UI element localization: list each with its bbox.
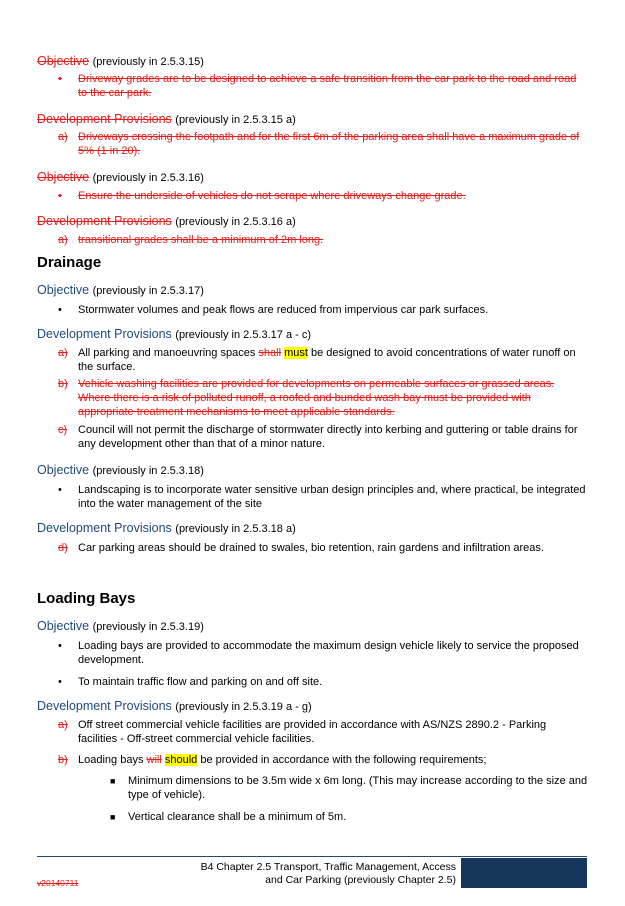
heading-reference: (previously in 2.5.3.17 a - c) (175, 329, 312, 341)
objective-heading (37, 54, 204, 68)
heading-title: Objective (37, 54, 90, 68)
list-item-text: Council will not permit the discharge of stormwater directly into kerbing and guttering or table drains for any development other than that of a minor nature. (78, 424, 578, 450)
bullet-marker: • (58, 484, 62, 496)
heading-title: Objective (37, 170, 90, 184)
heading-title: Objective (37, 283, 90, 297)
section-title-loading-bays: Loading Bays (37, 590, 136, 607)
list-item-text (78, 346, 588, 374)
bullet-marker: • (58, 304, 62, 316)
list-item-text: Vertical clearance shall be a minimum of 5m. (128, 811, 347, 823)
bullet-marker: • (58, 73, 62, 85)
heading-reference: (previously in 2.5.3.18) (92, 465, 204, 477)
footer-color-block (461, 858, 587, 888)
square-bullet-marker: ■ (110, 812, 116, 822)
objective-heading (37, 170, 204, 184)
objective-heading (37, 619, 204, 633)
heading-title: Development Provisions (37, 214, 172, 228)
development-provisions-heading (37, 112, 296, 126)
heading-title: Development Provisions (37, 521, 172, 535)
heading-reference: (previously in 2.5.3.16) (92, 172, 204, 184)
heading-title: Objective (37, 619, 90, 633)
heading-reference: (previously in 2.5.3.18 a) (175, 523, 296, 535)
list-marker: d) (58, 542, 68, 554)
list-marker: a) (58, 234, 68, 246)
bullet-marker: • (58, 676, 62, 688)
heading-reference: (previously in 2.5.3.15) (92, 56, 204, 68)
list-marker: b) (58, 378, 68, 390)
development-provisions-heading (37, 521, 296, 535)
development-provisions-heading (37, 699, 312, 713)
list-marker: a) (58, 131, 68, 143)
heading-title: Development Provisions (37, 112, 172, 126)
heading-title: Objective (37, 463, 90, 477)
heading-reference: (previously in 2.5.3.19) (92, 621, 204, 633)
development-provisions-heading (37, 327, 311, 341)
highlighted-word: should (164, 754, 198, 766)
list-marker: b) (58, 754, 68, 766)
highlighted-word: must (284, 347, 308, 359)
heading-reference: (previously in 2.5.3.17) (92, 285, 204, 297)
list-item-text: Car parking areas should be drained to swales, bio retention, rain gardens and infiltration areas. (78, 542, 544, 554)
footer-line-2: and Car Parking (previously Chapter 2.5) (265, 874, 456, 886)
text-segment: be designed to avoid concentrations of water runoff on the surface. (78, 347, 576, 373)
list-item-text: To maintain traffic flow and parking on and off site. (78, 676, 323, 688)
heading-title: Development Provisions (37, 327, 172, 341)
heading-reference: (previously in 2.5.3.16 a) (175, 216, 296, 228)
development-provisions-heading (37, 214, 296, 228)
heading-reference: (previously in 2.5.3.19 a - g) (175, 701, 312, 713)
square-bullet-marker: ■ (110, 776, 116, 786)
list-marker: c) (58, 424, 68, 436)
text-segment: All parking and manoeuvring spaces (78, 347, 259, 359)
list-item-text: Ensure the underside of vehicles do not scrape where driveways change grade. (78, 190, 466, 202)
list-item-text: Landscaping is to incorporate water sensitive urban design principles and, where practical, be integrated into the water management of the site (78, 484, 586, 510)
struck-word: shall (258, 347, 282, 359)
section-title-drainage: Drainage (37, 254, 102, 271)
list-item-text: transitional grades shall be a minimum of 2m long. (78, 234, 324, 246)
list-item-text: Driveway grades are to be designed to achieve a safe transition from the car park to the road and road to the car park. (78, 73, 577, 99)
list-item-text: Minimum dimensions to be 3.5m wide x 6m long. (This may increase according to the size and type of vehicle). (128, 775, 588, 801)
bullet-marker: • (58, 190, 62, 202)
struck-word: will (146, 754, 162, 766)
heading-title: Development Provisions (37, 699, 172, 713)
bullet-marker: • (58, 640, 62, 652)
footer-divider (37, 856, 587, 857)
version-stamp: v20140711 (37, 878, 79, 888)
text-segment: be provided in accordance with the following requirements; (197, 754, 487, 766)
list-item-text: Vehicle washing facilities are provided for developments on permeable surfaces or grassed areas. Where there is a risk of polluted runoff, a roofed and bunded wash bay must be provided with appropriate treatment mechanisms to meet applicable standards. (78, 378, 555, 418)
list-marker: a) (58, 347, 68, 359)
list-item-text: Off street commercial vehicle facilities are provided in accordance with AS/NZS 2890.2 - Parking facilities - Off-street commercial vehicle facilities. (78, 719, 547, 745)
list-item-text: Driveways crossing the footpath and for the first 6m of the parking area shall have a maximum grade of 5% (1 in 20). (78, 131, 580, 157)
footer-line-1: B4 Chapter 2.5 Transport, Traffic Management, Access (200, 861, 456, 873)
list-item-text: Loading bays are provided to accommodate the maximum design vehicle likely to service the proposed development. (78, 640, 579, 666)
list-item-text (78, 753, 588, 767)
objective-heading (37, 463, 204, 477)
list-item-text: Stormwater volumes and peak flows are reduced from impervious car park surfaces. (78, 304, 489, 316)
objective-heading (37, 283, 204, 297)
text-segment: Loading bays (78, 754, 147, 766)
footer-chapter-title (180, 861, 456, 887)
heading-reference: (previously in 2.5.3.15 a) (175, 114, 296, 126)
list-marker: a) (58, 719, 68, 731)
